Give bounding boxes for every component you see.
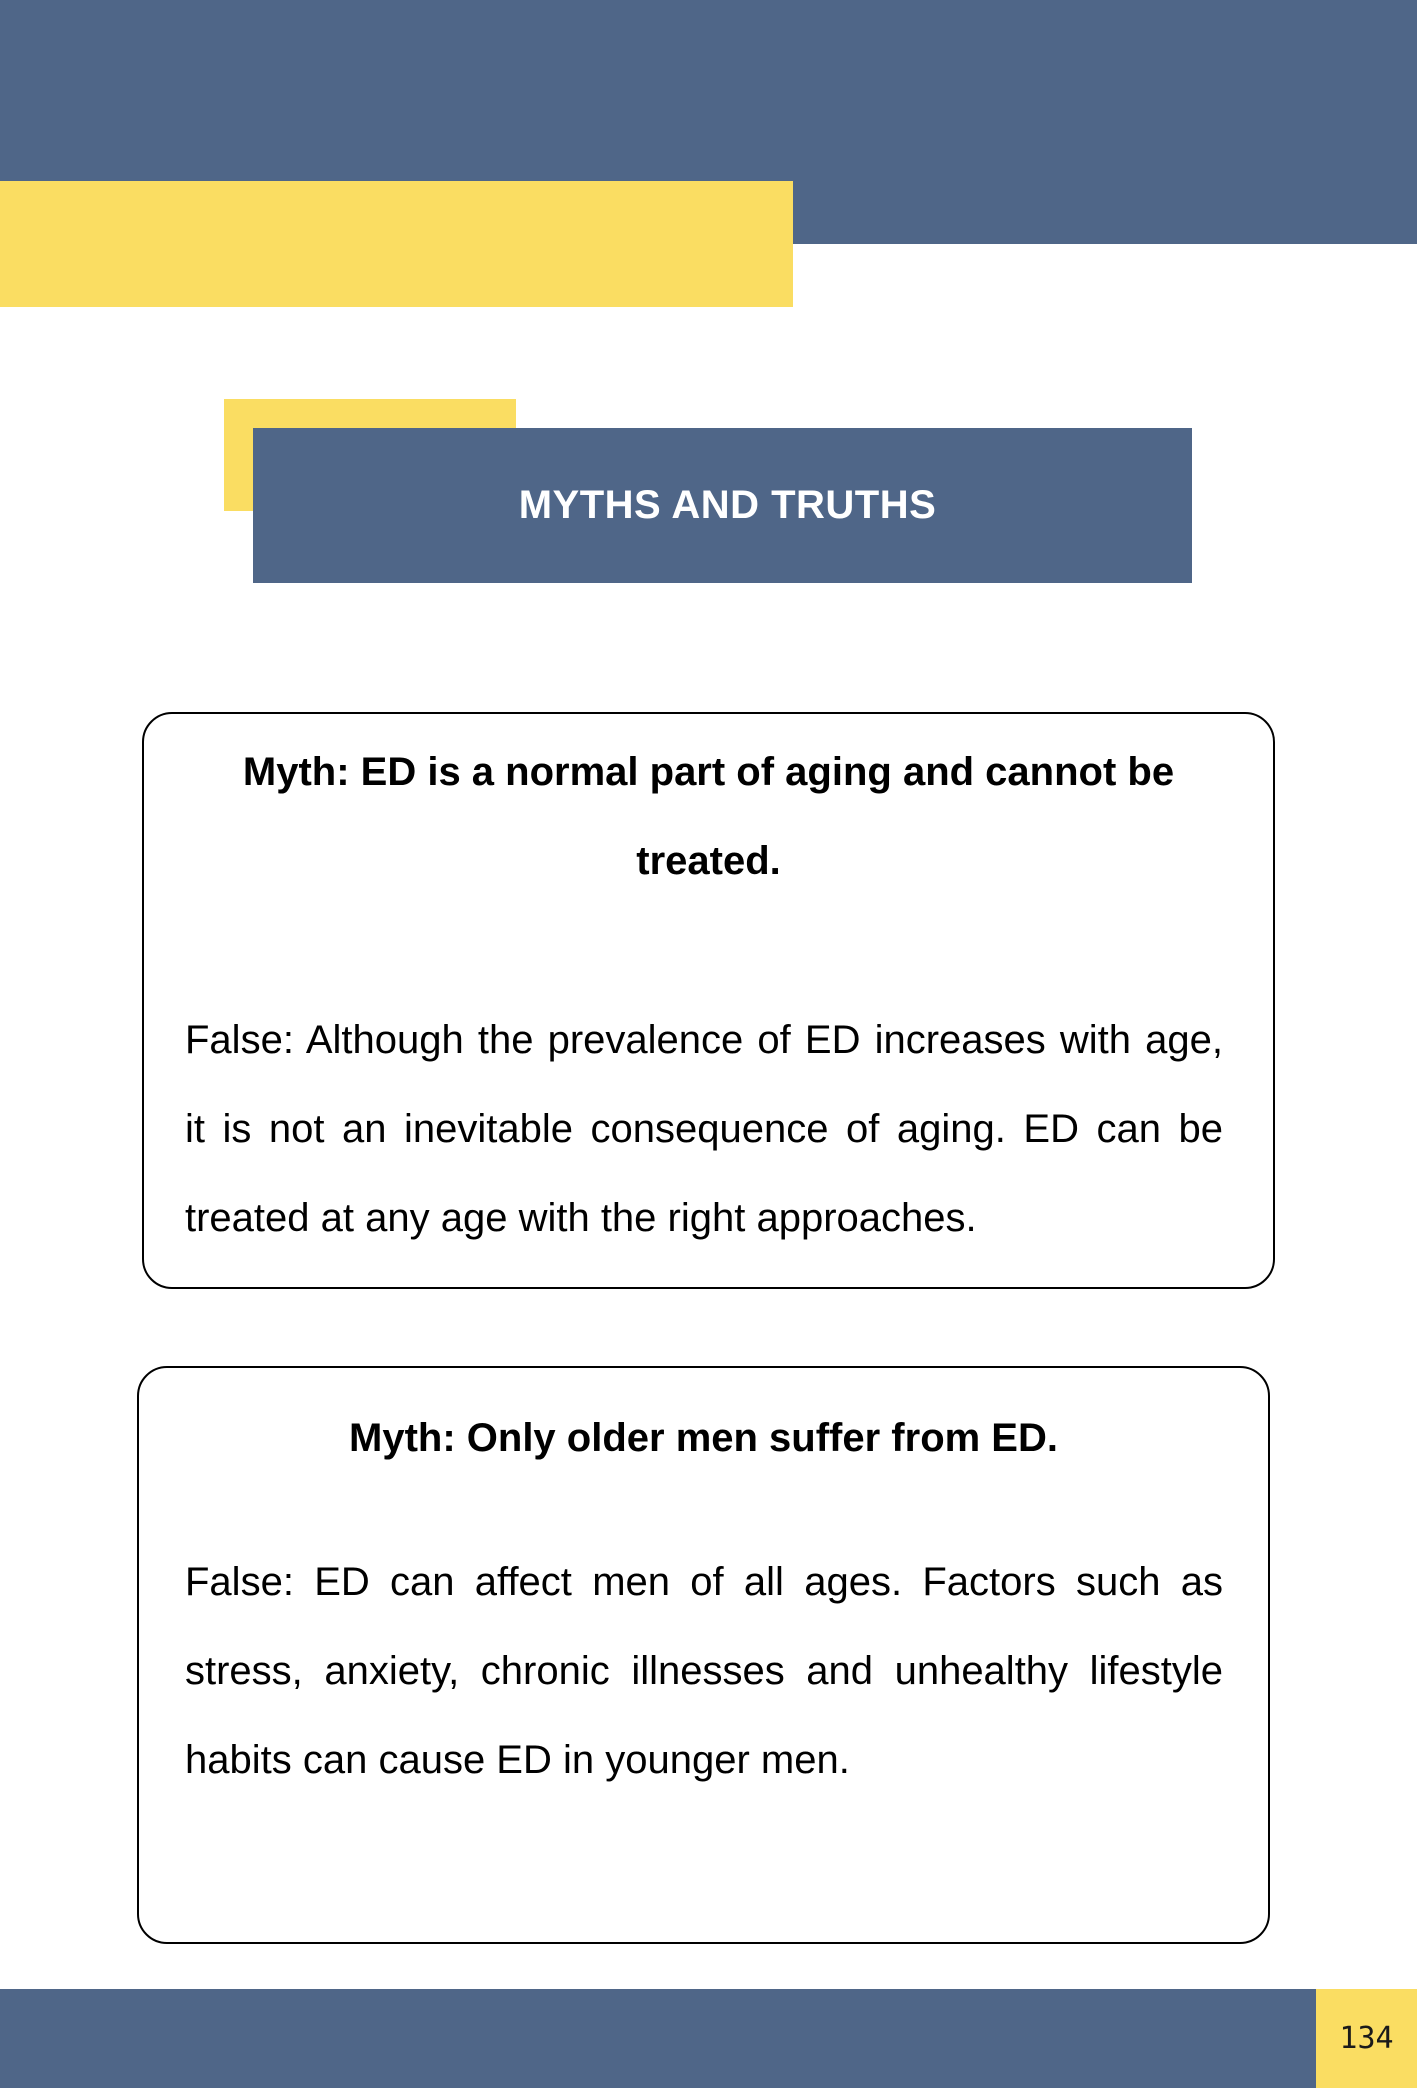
myth-card-1 bbox=[142, 712, 1275, 1289]
footer-band bbox=[0, 1989, 1316, 2088]
myth-heading: Myth: ED is a normal part of aging and cannot be treated. bbox=[242, 750, 1175, 883]
page-number: 134 bbox=[1339, 2021, 1394, 2056]
truth-text: False: ED can affect men of all ages. Factors such as stress, anxiety, chronic illnesses and unhealthy lifestyle habits can cause ED in younger men. bbox=[185, 1560, 1223, 1782]
myth-heading: Myth: Only older men suffer from ED. bbox=[349, 1416, 1058, 1460]
truth-text: False: Although the prevalence of ED increases with age, it is not an inevitable consequence of aging. ED can be treated at any age with the right approaches. bbox=[185, 1018, 1223, 1240]
section-title-box bbox=[253, 428, 1192, 583]
page-number-box bbox=[1316, 1989, 1417, 2088]
header-accent-bar bbox=[0, 181, 793, 307]
myth-card-2 bbox=[137, 1366, 1270, 1944]
section-title: MYTHS AND TRUTHS bbox=[518, 483, 937, 527]
